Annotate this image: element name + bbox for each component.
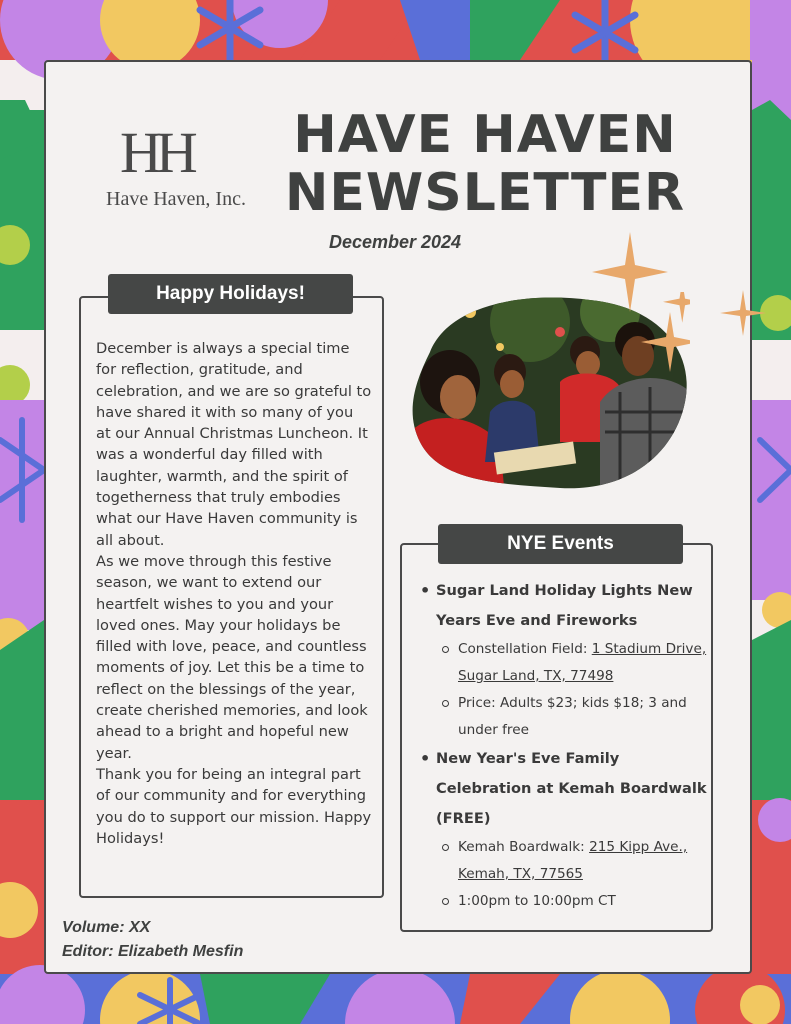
event-time: 1:00pm to 10:00pm CT (418, 888, 708, 915)
title-line-1: HAVE HAVEN (293, 105, 677, 165)
event-location (418, 834, 708, 888)
star-decoration-icon (590, 232, 670, 312)
event-location-label: Kemah Boardwalk: (458, 839, 590, 855)
holidays-paragraph-2: As we move through this festive season, we want to extend our heartfelt wishes to you and your loved ones. May your holidays be filled with love, peace, and countless moments of joy. Let this be a time to reflect on the blessings of the year, create cherished memories, and look ahead to a bright and hopeful new year. (96, 552, 368, 762)
star-decoration-icon (720, 290, 766, 336)
event-title: • Sugar Land Holiday Lights New Years Eve and Fireworks (418, 576, 708, 636)
nye-events-list (418, 576, 708, 915)
holidays-message (96, 338, 372, 849)
editor-label: Editor: Elizabeth Mesfin (62, 943, 244, 960)
nye-heading: NYE Events (438, 524, 683, 564)
volume-label: Volume: XX (62, 919, 151, 936)
family-holiday-photo (410, 292, 690, 498)
event-address-link[interactable]: 215 Kipp Ave., Kemah, TX, 77565 (458, 839, 688, 882)
issue-date: December 2024 (328, 232, 462, 252)
holidays-paragraph-1: December is always a special time for reflection, gratitude, and celebration, and we are so grateful to have shared it with so many of you at our Annual Christmas Luncheon. It was a wonderful day filled with laughter, warmth, and the spirit of togetherness that truly embodies what our Have Haven community is all about. (96, 340, 372, 549)
company-logo (96, 120, 256, 215)
newsletter-title (270, 106, 700, 222)
holidays-heading: Happy Holidays! (108, 274, 353, 314)
title-line-2: NEWSLETTER (284, 163, 686, 223)
event-address-link[interactable]: 1 Stadium Drive, Sugar Land, TX, 77498 (458, 641, 707, 684)
event-price: Price: Adults $23; kids $18; 3 and under free (418, 690, 708, 744)
logo-text: Have Haven, Inc. (106, 188, 246, 210)
holidays-paragraph-3: Thank you for being an integral part of our community and for everything you do to support our mission. Happy Holidays! (96, 765, 372, 847)
logo-monogram: HH (120, 120, 192, 185)
event-location (418, 636, 708, 690)
event-location-label: Constellation Field: (458, 641, 592, 657)
footer-info (62, 916, 243, 964)
event-title: • New Year's Eve Family Celebration at Kemah Boardwalk (FREE) (418, 744, 708, 834)
